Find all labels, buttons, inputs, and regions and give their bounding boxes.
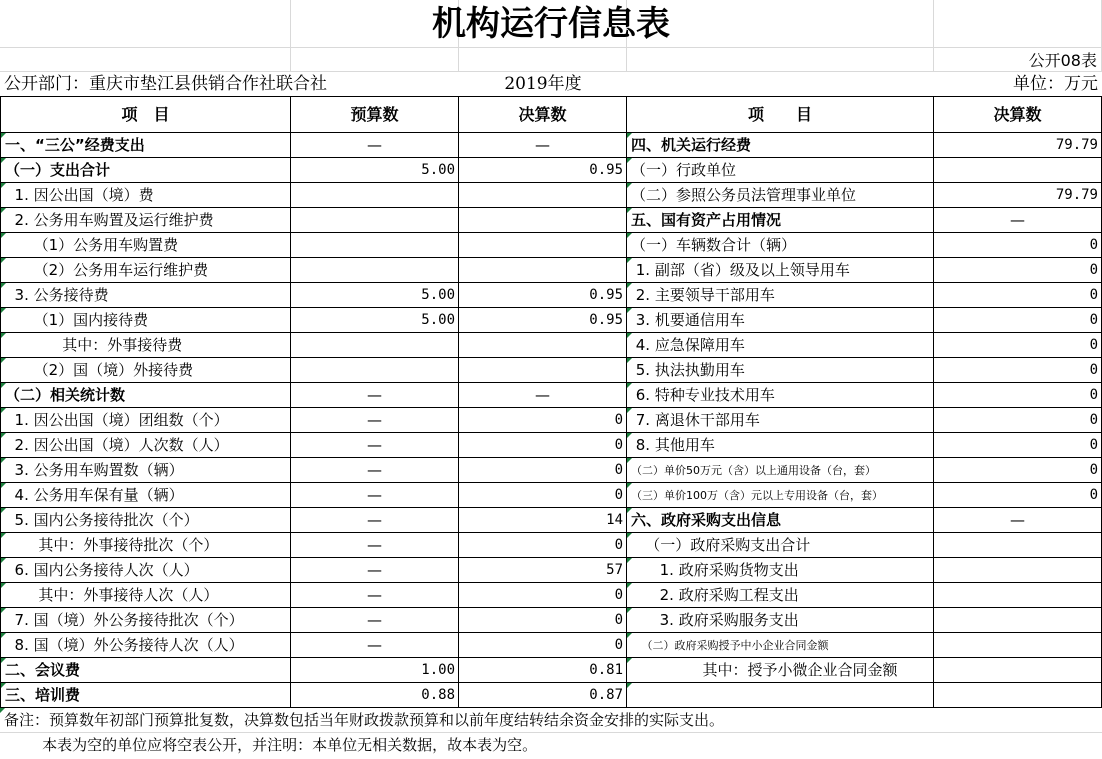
row-final-value: — <box>459 133 627 158</box>
row-final-value-right: 0 <box>934 408 1102 433</box>
row-final-value-right: 79.79 <box>934 183 1102 208</box>
row-budget-value: 1.00 <box>291 658 459 683</box>
row-final-value-right <box>934 533 1102 558</box>
row-final-value-right: 0 <box>934 333 1102 358</box>
row-final-value-right: 0 <box>934 458 1102 483</box>
row-budget-value: — <box>291 608 459 633</box>
table-row <box>0 558 1102 583</box>
row-budget-value: — <box>291 633 459 658</box>
row-item-label: （2）国（境）外接待费 <box>0 358 291 383</box>
row-final-value: 0 <box>459 608 627 633</box>
info-row <box>0 72 1102 97</box>
row-item-label-right: （一）政府采购支出合计 <box>627 533 934 558</box>
row-budget-value: — <box>291 583 459 608</box>
row-item-label: （1）公务用车购置费 <box>0 233 291 258</box>
table-row <box>0 583 1102 608</box>
table-row <box>0 258 1102 283</box>
row-item-label-right: （一）车辆数合计（辆） <box>627 233 934 258</box>
row-budget-value <box>291 258 459 283</box>
row-final-value-right: 0 <box>934 283 1102 308</box>
row-item-label-right: 六、政府采购支出信息 <box>627 508 934 533</box>
row-final-value: — <box>459 383 627 408</box>
row-final-value: 0 <box>459 408 627 433</box>
row-item-label: 4. 公务用车保有量（辆） <box>0 483 291 508</box>
row-final-value-right: 0 <box>934 483 1102 508</box>
row-final-value: 0.87 <box>459 683 627 708</box>
row-item-label-right: 6. 特种专业技术用车 <box>627 383 934 408</box>
department-label: 公开部门：重庆市垫江县供销合作社联合社 <box>0 72 459 97</box>
header-final-right: 决算数 <box>934 97 1102 133</box>
row-budget-value <box>291 183 459 208</box>
row-final-value-right: 0 <box>934 358 1102 383</box>
table-row <box>0 433 1102 458</box>
row-item-label-right: （二）参照公务员法管理事业单位 <box>627 183 934 208</box>
row-budget-value <box>291 233 459 258</box>
row-final-value: 0 <box>459 458 627 483</box>
table-row <box>0 208 1102 233</box>
row-item-label: 3. 公务接待费 <box>0 283 291 308</box>
row-budget-value: — <box>291 383 459 408</box>
row-final-value-right: 0 <box>934 258 1102 283</box>
row-item-label: 其中：外事接待人次（人） <box>0 583 291 608</box>
row-item-label-right: （三）单价100万（含）元以上专用设备（台，套） <box>627 483 934 508</box>
row-item-label-right: 2. 主要领导干部用车 <box>627 283 934 308</box>
table-row <box>0 533 1102 558</box>
row-final-value: 0 <box>459 433 627 458</box>
row-final-value <box>459 208 627 233</box>
row-final-value: 14 <box>459 508 627 533</box>
row-final-value <box>459 258 627 283</box>
note-text-1: 备注：预算数年初部门预算批复数，决算数包括当年财政拨款预算和以前年度结转结余资金安排的实际支出。 <box>0 708 1102 733</box>
row-item-label: 2. 公务用车购置及运行维护费 <box>0 208 291 233</box>
row-item-label-right <box>627 683 934 708</box>
note-text-2: 本表为空的单位应将空表公开，并注明：本单位无相关数据，故本表为空。 <box>4 736 538 754</box>
row-item-label-right: 8. 其他用车 <box>627 433 934 458</box>
note-row-1 <box>0 708 1102 733</box>
row-item-label: 6. 国内公务接待人次（人） <box>0 558 291 583</box>
row-budget-value: — <box>291 533 459 558</box>
row-item-label: （2）公务用车运行维护费 <box>0 258 291 283</box>
row-item-label: 1. 因公出国（境）费 <box>0 183 291 208</box>
row-budget-value <box>291 358 459 383</box>
table-row <box>0 458 1102 483</box>
table-row <box>0 383 1102 408</box>
row-item-label: 8. 国（境）外公务接待人次（人） <box>0 633 291 658</box>
row-final-value: 0.95 <box>459 283 627 308</box>
row-final-value: 57 <box>459 558 627 583</box>
table-row <box>0 233 1102 258</box>
row-item-label: （一）支出合计 <box>0 158 291 183</box>
table-row <box>0 683 1102 708</box>
table-row <box>0 608 1102 633</box>
header-budget: 预算数 <box>291 97 459 133</box>
row-item-label-right: （二）政府采购授予中小企业合同金额 <box>627 633 934 658</box>
row-final-value: 0.81 <box>459 658 627 683</box>
table-row <box>0 483 1102 508</box>
row-item-label: （二）相关统计数 <box>0 383 291 408</box>
row-item-label: 其中：外事接待费 <box>0 333 291 358</box>
row-final-value <box>459 233 627 258</box>
row-budget-value <box>291 208 459 233</box>
row-item-label-right: 五、国有资产占用情况 <box>627 208 934 233</box>
table-row <box>0 508 1102 533</box>
row-budget-value: — <box>291 133 459 158</box>
row-final-value-right <box>934 158 1102 183</box>
row-item-label-right: 5. 执法执勤用车 <box>627 358 934 383</box>
header-item: 项 目 <box>0 97 291 133</box>
row-budget-value: — <box>291 558 459 583</box>
table-row <box>0 408 1102 433</box>
row-item-label-right: 1. 政府采购货物支出 <box>627 558 934 583</box>
row-final-value-right: 0 <box>934 433 1102 458</box>
row-item-label-right: （一）行政单位 <box>627 158 934 183</box>
row-item-label: 一、“三公”经费支出 <box>0 133 291 158</box>
row-final-value-right: 0 <box>934 308 1102 333</box>
row-item-label-right: 其中：授予小微企业合同金额 <box>627 658 934 683</box>
row-budget-value: — <box>291 408 459 433</box>
row-final-value-right: — <box>934 508 1102 533</box>
row-item-label: （1）国内接待费 <box>0 308 291 333</box>
table-row <box>0 158 1102 183</box>
row-final-value: 0 <box>459 633 627 658</box>
page-title: 机构运行信息表 <box>432 4 670 44</box>
row-budget-value: — <box>291 458 459 483</box>
title-row <box>0 0 1102 48</box>
row-item-label: 3. 公务用车购置数（辆） <box>0 458 291 483</box>
row-item-label: 其中：外事接待批次（个） <box>0 533 291 558</box>
row-final-value <box>459 358 627 383</box>
row-item-label-right: 1. 副部（省）级及以上领导用车 <box>627 258 934 283</box>
row-item-label: 二、会议费 <box>0 658 291 683</box>
unit-label: 单位：万元 <box>934 72 1102 97</box>
row-final-value <box>459 333 627 358</box>
row-item-label-right: 3. 机要通信用车 <box>627 308 934 333</box>
row-budget-value: — <box>291 508 459 533</box>
row-budget-value <box>291 333 459 358</box>
row-final-value-right <box>934 633 1102 658</box>
row-final-value: 0 <box>459 583 627 608</box>
row-final-value-right: 0 <box>934 383 1102 408</box>
row-final-value: 0.95 <box>459 158 627 183</box>
row-final-value-right <box>934 658 1102 683</box>
form-code-row <box>0 48 1102 72</box>
row-budget-value: — <box>291 433 459 458</box>
row-item-label: 2. 因公出国（境）人次数（人） <box>0 433 291 458</box>
row-final-value <box>459 183 627 208</box>
row-budget-value: — <box>291 483 459 508</box>
row-item-label: 5. 国内公务接待批次（个） <box>0 508 291 533</box>
row-final-value-right <box>934 583 1102 608</box>
year-label: 2019年度 <box>459 72 627 97</box>
table-row <box>0 183 1102 208</box>
row-budget-value: 5.00 <box>291 158 459 183</box>
table-row <box>0 283 1102 308</box>
row-budget-value: 5.00 <box>291 283 459 308</box>
row-item-label: 1. 因公出国（境）团组数（个） <box>0 408 291 433</box>
row-item-label-right: 2. 政府采购工程支出 <box>627 583 934 608</box>
row-final-value-right <box>934 558 1102 583</box>
row-final-value: 0.95 <box>459 308 627 333</box>
row-budget-value: 5.00 <box>291 308 459 333</box>
row-item-label-right: 4. 应急保障用车 <box>627 333 934 358</box>
row-final-value-right <box>934 683 1102 708</box>
table-row <box>0 333 1102 358</box>
row-item-label: 三、培训费 <box>0 683 291 708</box>
table-row <box>0 633 1102 658</box>
row-item-label-right: （二）单价50万元（含）以上通用设备（台，套） <box>627 458 934 483</box>
table-row <box>0 658 1102 683</box>
row-item-label-right: 7. 离退休干部用车 <box>627 408 934 433</box>
table-row <box>0 308 1102 333</box>
row-final-value-right <box>934 608 1102 633</box>
table-row <box>0 133 1102 158</box>
row-final-value: 0 <box>459 483 627 508</box>
row-item-label-right: 四、机关运行经费 <box>627 133 934 158</box>
row-final-value-right: 0 <box>934 233 1102 258</box>
row-item-label-right: 3. 政府采购服务支出 <box>627 608 934 633</box>
header-final: 决算数 <box>459 97 627 133</box>
row-final-value-right: — <box>934 208 1102 233</box>
row-final-value: 0 <box>459 533 627 558</box>
table-row <box>0 358 1102 383</box>
note-row-2 <box>0 733 1102 759</box>
row-item-label: 7. 国（境）外公务接待批次（个） <box>0 608 291 633</box>
row-budget-value: 0.88 <box>291 683 459 708</box>
table-header <box>0 97 1102 133</box>
row-final-value-right: 79.79 <box>934 133 1102 158</box>
header-item-right: 项 目 <box>627 97 934 133</box>
form-code: 公开08表 <box>934 48 1102 72</box>
